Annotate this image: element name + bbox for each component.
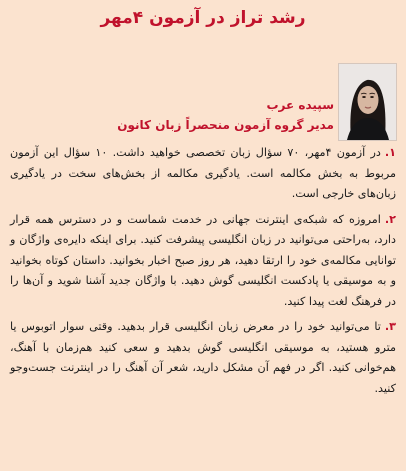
paragraph-1 <box>10 143 396 205</box>
paragraph-number: ۲. <box>384 212 396 226</box>
paragraph-text: تا می‌توانید خود را در معرض زبان انگلیسی قرار بدهید. وقتی سوار اتوبوس یا مترو هستید، به موسیقی انگلیسی گوش بدهید و سعی کنید هم‌زمان با آهنگ، هم‌خوانی کنید. اگر در فهم آن مشکل دارید، شعر آن آهنگ را در اینترنت جست‌وجو کنید. <box>10 320 396 395</box>
paragraph-text: در آزمون ۴مهر، ۷۰ سؤال زبان تخصصی خواهید داشت. ۱۰ سؤال این آزمون مربوط به بخش مکالمه است. یادگیری مکالمه از بخش‌های سخت در یادگیری زبان‌های خارجی است. <box>10 146 396 200</box>
author-photo <box>338 63 397 141</box>
author-role: مدیر گروه آزمون منحصراً زبان کانون <box>117 118 334 132</box>
article-title: رشد تراز در آزمون ۴مهر <box>100 8 306 28</box>
article-body <box>10 143 396 404</box>
paragraph-text: امروزه که شبکه‌ی اینترنت جهانی در خدمت شماست و در دسترس همه قرار دارد، به‌راحتی می‌توانید در زبان انگلیسی پیشرفت کنید. برای اینکه دایره‌ی واژگان و توانایی مکالمه‌ی خود را ارتقا دهید، هر روز صبح اخبار بخوانید. داستان کوتاه بخوانید و به موسیقی یا پادکست انگلیسی گوش دهید. با واژگان جدید آشنا شوید و آن‌ها را در فرهنگ لغت پیدا کنید. <box>10 212 396 308</box>
author-info <box>117 96 334 134</box>
paragraph-2 <box>10 210 396 313</box>
paragraph-number: ۳. <box>384 320 396 333</box>
paragraph-3 <box>10 317 396 399</box>
author-name: سپیده عرب <box>266 98 334 112</box>
paragraph-number: ۱. <box>384 146 397 159</box>
author-portrait-image <box>339 64 396 140</box>
